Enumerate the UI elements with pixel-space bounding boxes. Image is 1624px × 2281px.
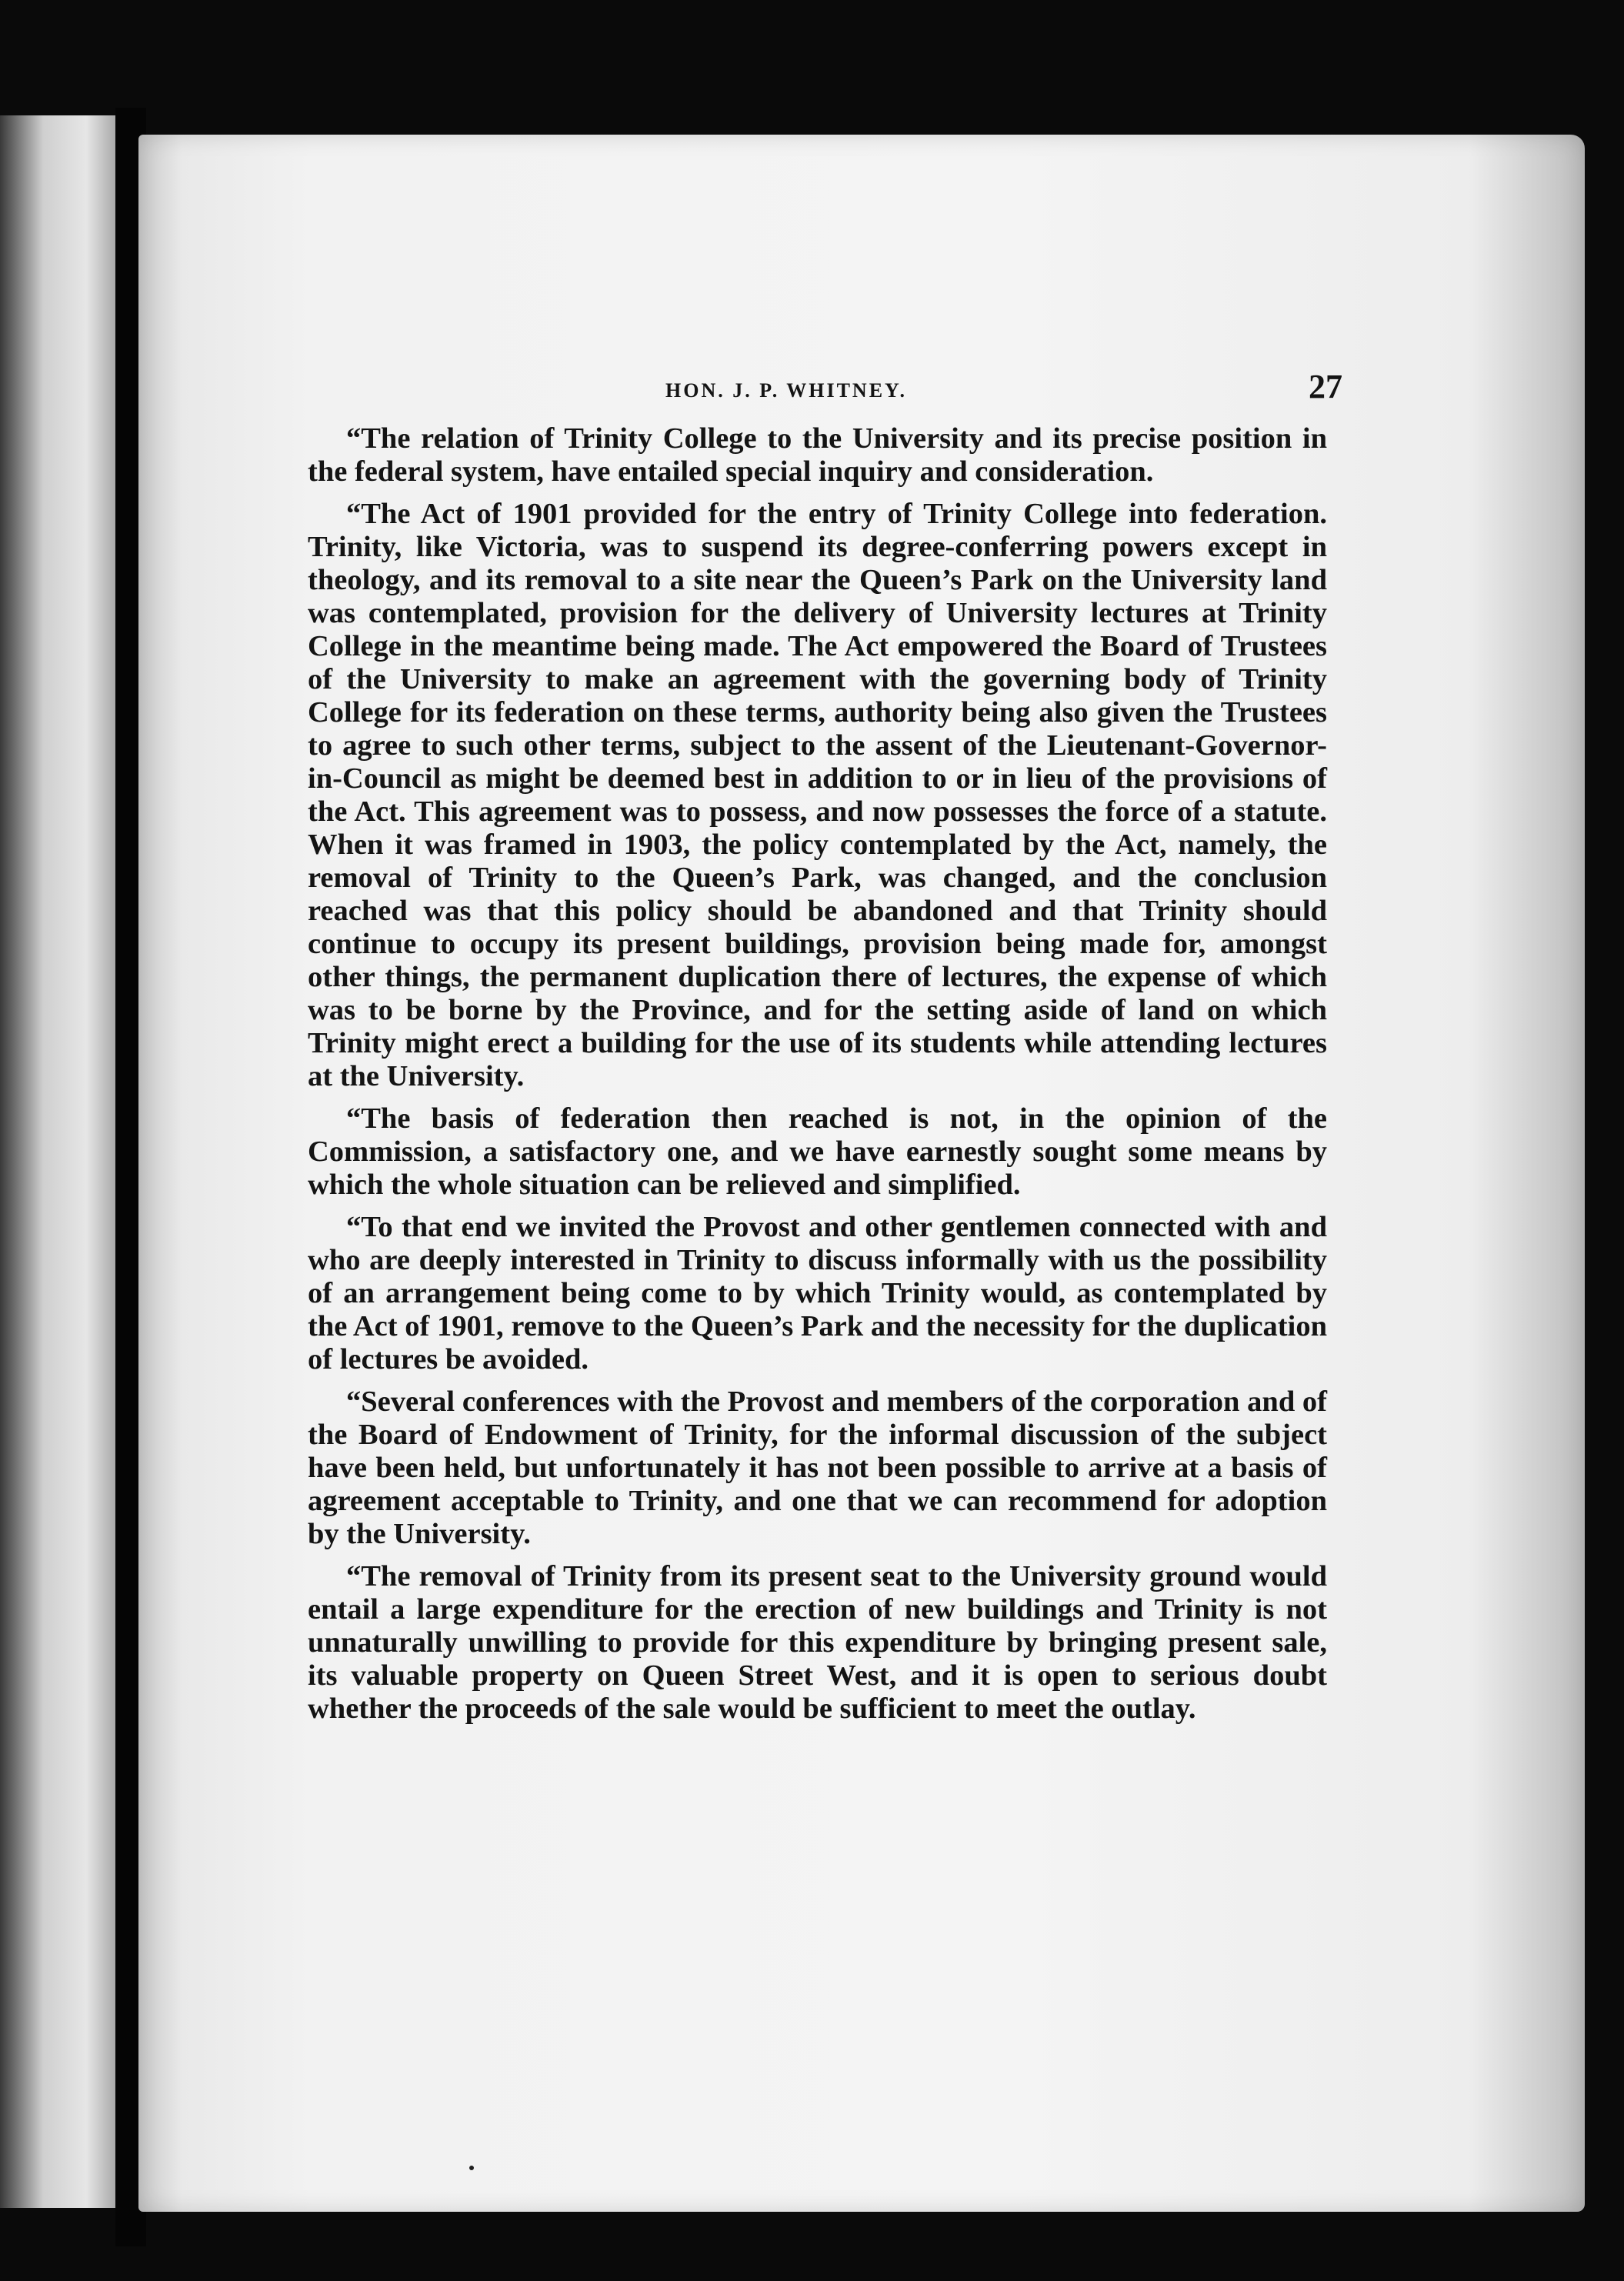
paragraph: “The relation of Trinity College to the University and its precise position in the federal system, have entailed special inquiry and consideration. — [308, 422, 1327, 488]
paragraph: “The basis of federation then reached is not, in the opinion of the Commission, a satisfactory one, and we have earnestly sought some means by which the whole situation can be relieved and simplified. — [308, 1102, 1327, 1201]
page-content — [308, 365, 1342, 1735]
paragraph: “Several conferences with the Provost and members of the corporation and of the Board of Endowment of Trinity, for the informal discussion of the subject have been held, but unfortunately it has not been possible to arrive at a basis of agreement acceptable to Trinity, and one that we can recommend for adoption by the University. — [308, 1386, 1327, 1550]
body-text — [308, 422, 1327, 1726]
paragraph: “To that end we invited the Provost and other gentlemen connected with and who are deeply interested in Trinity to discuss informally with us the possibility of an arrangement being come to by which Trinity would, as contemplated by the Act of 1901, remove to the Queen’s Park and the necessity for the duplication of lectures be avoided. — [308, 1211, 1327, 1376]
page-number: 27 — [1309, 368, 1342, 405]
adjacent-page-edge — [0, 115, 123, 2208]
book-page — [138, 135, 1585, 2212]
paragraph: “The removal of Trinity from its present seat to the University ground would entail a large expenditure for the erection of new buildings and Trinity is not unnaturally unwilling to provide for this expenditure by bringing present sale, its valuable property on Queen Street West, and it is open to serious doubt whether the proceeds of the sale would be sufficient to meet the outlay. — [308, 1560, 1327, 1725]
running-head — [308, 365, 1342, 412]
paragraph: “The Act of 1901 provided for the entry of Trinity College into federation. Trinity, like Victoria, was to suspend its degree-conferring powers except in theology, and its removal to a site near the Queen’s Park on the University land was contemplated, provision for the delivery of University lectures at Trinity College in the meantime being made. The Act empowered the Board of Trustees of the University to make an agreement with the governing body of Trinity College for its federation on these terms, authority being also given the Trustees to agree to such other terms, subject to the assent of the Lieutenant-Governor-in-Council as might be deemed best in addition to or in lieu of the provisions of the Act. This agreement was to possess, and now possesses the force of a statute. When it was framed in 1903, the policy contemplated by the Act, namely, the removal of Trinity to the Queen’s Park, was changed, and the conclusion reached was that this policy should be abandoned and that Trinity should continue to occupy its present buildings, provision being made for, amongst other things, the permanent duplication there of lectures, the expense of which was to be borne by the Province, and for the setting aside of land on which Trinity might erect a building for the use of its students while attending lectures at the University. — [308, 498, 1327, 1092]
running-head-title: HON. J. P. WHITNEY. — [665, 379, 907, 402]
scan-speck — [469, 2166, 474, 2170]
